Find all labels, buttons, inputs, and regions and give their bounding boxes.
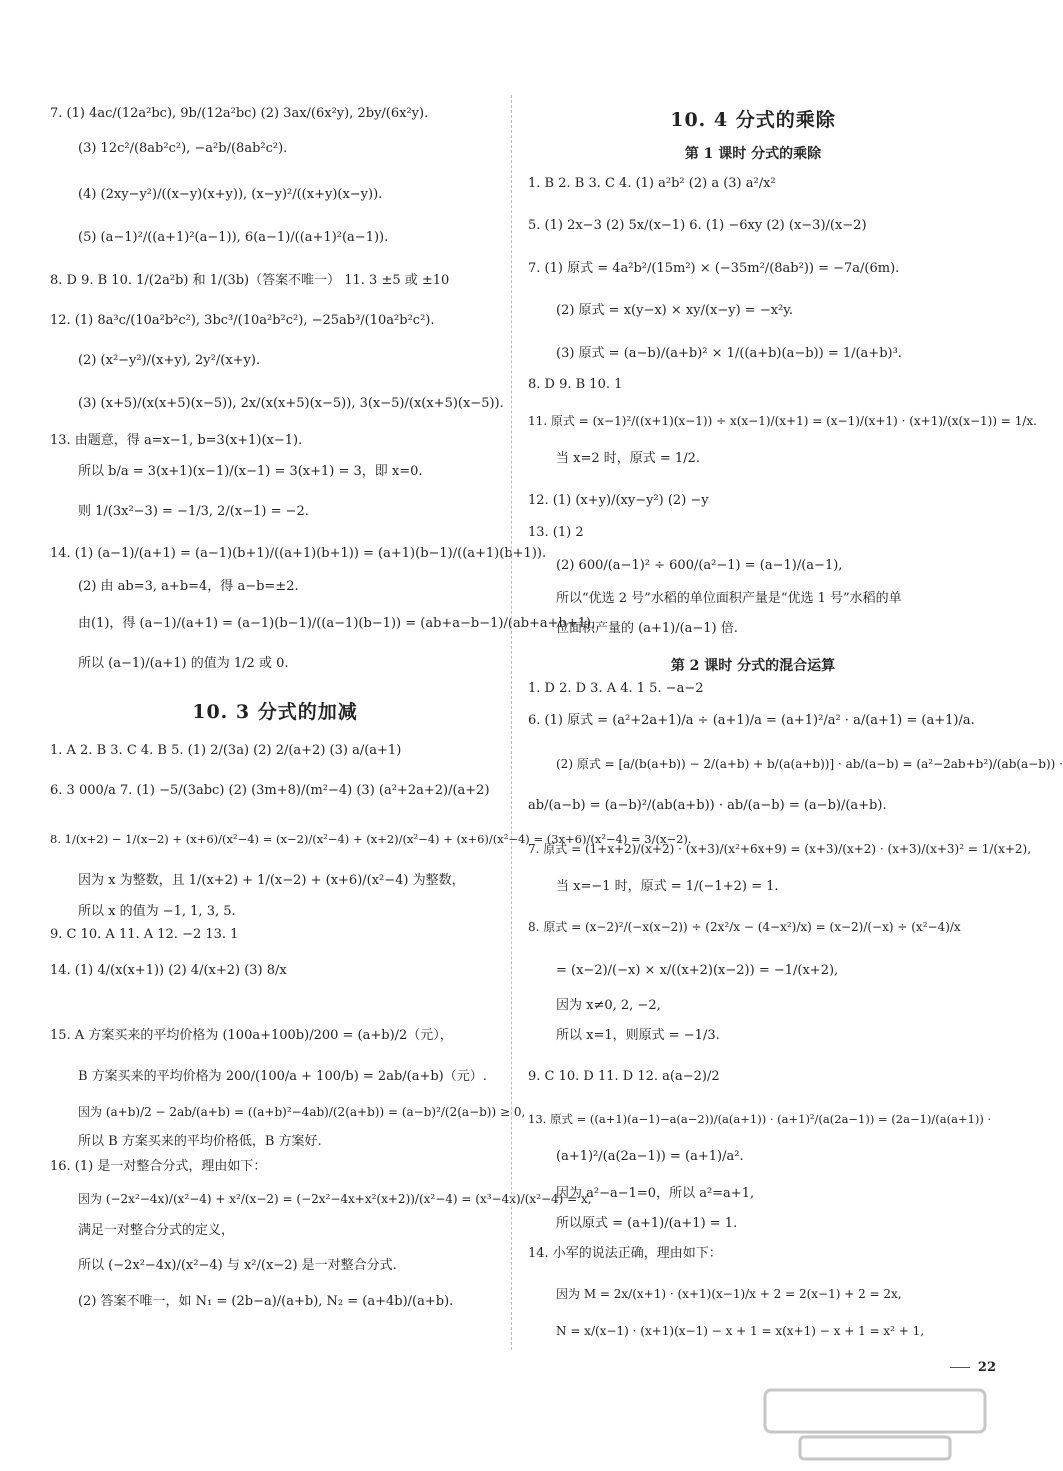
answer-line: (2) 原式 = x(y−x) × xy/(x−y) = −x²y. bbox=[556, 303, 794, 318]
answer-line: 7. 原式 = (1+x+2)/(x+2) · (x+3)/(x²+6x+9) = (x+3)/(x+2) · (x+3)/(x+3)² = 1/(x+2), bbox=[528, 842, 1032, 856]
answer-line: 15. A 方案买来的平均价格为 (100a+100b)/200 = (a+b)/2（元）， bbox=[50, 1028, 453, 1043]
answer-line: 13. 由题意，得 a=x−1, b=3(x+1)(x−1). bbox=[50, 433, 303, 448]
answer-line: 因为 a²−a−1=0，所以 a²=a+1, bbox=[556, 1186, 755, 1201]
answer-line: 9. C 10. A 11. A 12. −2 13. 1 bbox=[50, 927, 239, 942]
watermark-logo bbox=[760, 1385, 990, 1465]
answer-line: (3) 12c²/(8ab²c²), −a²b/(8ab²c²). bbox=[78, 141, 288, 156]
answer-line: 11. 原式 = (x−1)²/((x+1)(x−1)) ÷ x(x−1)/(x+1) = (x−1)/(x+1) · (x+1)/(x(x−1)) = 1/x. bbox=[528, 414, 1037, 428]
answer-line: 因为 M = 2x/(x+1) · (x+1)(x−1)/x + 2 = 2(x−1) + 2 = 2x, bbox=[556, 1287, 902, 1301]
answer-line: B 方案买来的平均价格为 200/(100/a + 100/b) = 2ab/(a+b)（元）. bbox=[78, 1069, 487, 1084]
answer-line: 所以 x=1，则原式 = −1/3. bbox=[556, 1028, 720, 1043]
answer-line: 因为 x 为整数，且 1/(x+2) + 1/(x−2) + (x+6)/(x²−4) 为整数， bbox=[78, 873, 465, 888]
answer-line: 位面积产量的 (a+1)/(a−1) 倍. bbox=[556, 621, 738, 636]
answer-line: ab/(a−b) = (a−b)²/(ab(a+b)) · ab/(a−b) = (a−b)/(a+b). bbox=[528, 798, 887, 813]
answer-line: N = x/(x−1) · (x+1)(x−1) − x + 1 = x(x+1) − x + 1 = x² + 1, bbox=[556, 1324, 925, 1338]
answer-line: 满足一对整合分式的定义， bbox=[78, 1223, 235, 1238]
answer-line: (3) 原式 = (a−b)/(a+b)² × 1/((a+b)(a−b)) = 1/(a+b)³. bbox=[556, 346, 902, 361]
lesson-title: 第 2 课时 分式的混合运算 bbox=[670, 658, 836, 674]
answer-line: = (x−2)/(−x) × x/((x+2)(x−2)) = −1/(x+2), bbox=[556, 963, 839, 978]
answer-line: (2) 600/(a−1)² ÷ 600/(a²−1) = (a−1)/(a−1), bbox=[556, 558, 843, 573]
answer-line: 13. (1) 2 bbox=[528, 525, 584, 540]
answer-line: 14. 小军的说法正确，理由如下： bbox=[528, 1246, 722, 1261]
answer-line: 6. 3 000/a 7. (1) −5/(3abc) (2) (3m+8)/(m²−4) (3) (a²+2a+2)/(a+2) bbox=[50, 783, 490, 798]
answer-line: 所以 B 方案买来的平均价格低，B 方案好. bbox=[78, 1134, 322, 1149]
answer-line: (2) (x²−y²)/(x+y), 2y²/(x+y). bbox=[78, 353, 261, 368]
answer-line: (2) 由 ab=3, a+b=4，得 a−b=±2. bbox=[78, 579, 299, 594]
answer-line: 所以 b/a = 3(x+1)(x−1)/(x−1) = 3(x+1) = 3，即 x=0. bbox=[78, 464, 423, 479]
answer-line: (2) 原式 = [a/(b(a+b)) − 2/(a+b) + b/(a(a+b))] · ab/(a−b) = (a²−2ab+b²)/(ab(a−b)) · bbox=[556, 757, 1063, 771]
answer-line: 7. (1) 4ac/(12a²bc), 9b/(12a²bc) (2) 3ax/(6x²y), 2by/(6x²y). bbox=[50, 106, 429, 121]
section-title: 10. 4 分式的乘除 bbox=[670, 109, 836, 131]
answer-line: 9. C 10. D 11. D 12. a(a−2)/2 bbox=[528, 1069, 720, 1084]
answer-line: 12. (1) (x+y)/(xy−y²) (2) −y bbox=[528, 493, 709, 508]
answer-line: 所以 x 的值为 −1, 1, 3, 5. bbox=[78, 904, 236, 919]
page-number: 22 bbox=[950, 1360, 996, 1375]
answer-line: 7. (1) 原式 = 4a²b²/(15m²) × (−35m²/(8ab²)) = −7a/(6m). bbox=[528, 261, 900, 276]
answer-line: 由(1)，得 (a−1)/(a+1) = (a−1)(b−1)/((a−1)(b−1)) = (ab+a−b−1)/(ab+a+b+1), bbox=[78, 616, 596, 631]
answer-line: 当 x=−1 时，原式 = 1/(−1+2) = 1. bbox=[556, 879, 779, 894]
answer-line: 1. A 2. B 3. C 4. B 5. (1) 2/(3a) (2) 2/(a+2) (3) a/(a+1) bbox=[50, 743, 402, 758]
section-title: 10. 3 分式的加减 bbox=[192, 701, 358, 723]
answer-line: 则 1/(3x²−3) = −1/3, 2/(x−1) = −2. bbox=[78, 504, 309, 519]
answer-line: 16. (1) 是一对整合分式，理由如下： bbox=[50, 1159, 267, 1174]
answer-line: 6. (1) 原式 = (a²+2a+1)/a ÷ (a+1)/a = (a+1)²/a² · a/(a+1) = (a+1)/a. bbox=[528, 713, 975, 728]
answer-line: 12. (1) 8a³c/(10a²b²c²), 3bc³/(10a²b²c²), −25ab³/(10a²b²c²). bbox=[50, 313, 435, 328]
answer-line: 14. (1) 4/(x(x+1)) (2) 4/(x+2) (3) 8/x bbox=[50, 963, 287, 978]
answer-line: (a+1)²/(a(2a−1)) = (a+1)/a². bbox=[556, 1149, 744, 1164]
answer-line: 因为 (−2x²−4x)/(x²−4) + x²/(x−2) = (−2x²−4x+x²(x+2))/(x²−4) = (x³−4x)/(x²−4) = x, bbox=[78, 1192, 592, 1206]
answer-line: (3) (x+5)/(x(x+5)(x−5)), 2x/(x(x+5)(x−5)), 3(x−5)/(x(x+5)(x−5)). bbox=[78, 396, 504, 411]
answer-line: 因为 (a+b)/2 − 2ab/(a+b) = ((a+b)²−4ab)/(2(a+b)) = (a−b)²/(2(a−b)) ≥ 0, bbox=[78, 1105, 526, 1119]
answer-line: 8. 原式 = (x−2)²/(−x(x−2)) ÷ (2x²/x − (4−x²)/x) = (x−2)/(−x) ÷ (x²−4)/x bbox=[528, 920, 961, 934]
answer-line: 因为 x≠0, 2, −2, bbox=[556, 998, 661, 1013]
answer-line: 14. (1) (a−1)/(a+1) = (a−1)(b+1)/((a+1)(b+1)) = (a+1)(b−1)/((a+1)(b+1)). bbox=[50, 546, 547, 561]
answer-line: (2) 答案不唯一，如 N₁ = (2b−a)/(a+b), N₂ = (a+4b)/(a+b). bbox=[78, 1294, 454, 1309]
answer-line: 8. 1/(x+2) − 1/(x−2) + (x+6)/(x²−4) = (x−2)/(x²−4) + (x+2)/(x²−4) + (x+6)/(x²−4) = (3x+6)/(x²−4) = 3/(x−2). bbox=[50, 832, 692, 846]
answer-line: 所以“优选 2 号”水稻的单位面积产量是“优选 1 号”水稻的单 bbox=[556, 591, 902, 606]
answer-line: 5. (1) 2x−3 (2) 5x/(x−1) 6. (1) −6xy (2) (x−3)/(x−2) bbox=[528, 218, 867, 233]
answer-line: 1. B 2. B 3. C 4. (1) a²b² (2) a (3) a²/x² bbox=[528, 176, 776, 191]
answer-line: 13. 原式 = ((a+1)(a−1)−a(a−2))/(a(a+1)) · (a+1)²/(a(2a−1)) = (2a−1)/(a(a+1)) · bbox=[528, 1112, 992, 1126]
answer-line: 所以 (a−1)/(a+1) 的值为 1/2 或 0. bbox=[78, 656, 289, 671]
answer-line: (5) (a−1)²/((a+1)²(a−1)), 6(a−1)/((a+1)²(a−1)). bbox=[78, 230, 389, 245]
answer-line: 1. D 2. D 3. A 4. 1 5. −a−2 bbox=[528, 681, 704, 696]
lesson-title: 第 1 课时 分式的乘除 bbox=[684, 146, 822, 162]
answer-line: 8. D 9. B 10. 1/(2a²b) 和 1/(3b)（答案不唯一） 11. 3 ±5 或 ±10 bbox=[50, 273, 450, 288]
answer-line: 所以 (−2x²−4x)/(x²−4) 与 x²/(x−2) 是一对整合分式. bbox=[78, 1258, 397, 1273]
answer-line: 当 x=2 时，原式 = 1/2. bbox=[556, 451, 700, 466]
column-divider bbox=[511, 95, 512, 1350]
answer-line: 8. D 9. B 10. 1 bbox=[528, 377, 623, 392]
answer-line: (4) (2xy−y²)/((x−y)(x+y)), (x−y)²/((x+y)(x−y)). bbox=[78, 187, 383, 202]
answer-line: 所以原式 = (a+1)/(a+1) = 1. bbox=[556, 1216, 738, 1231]
